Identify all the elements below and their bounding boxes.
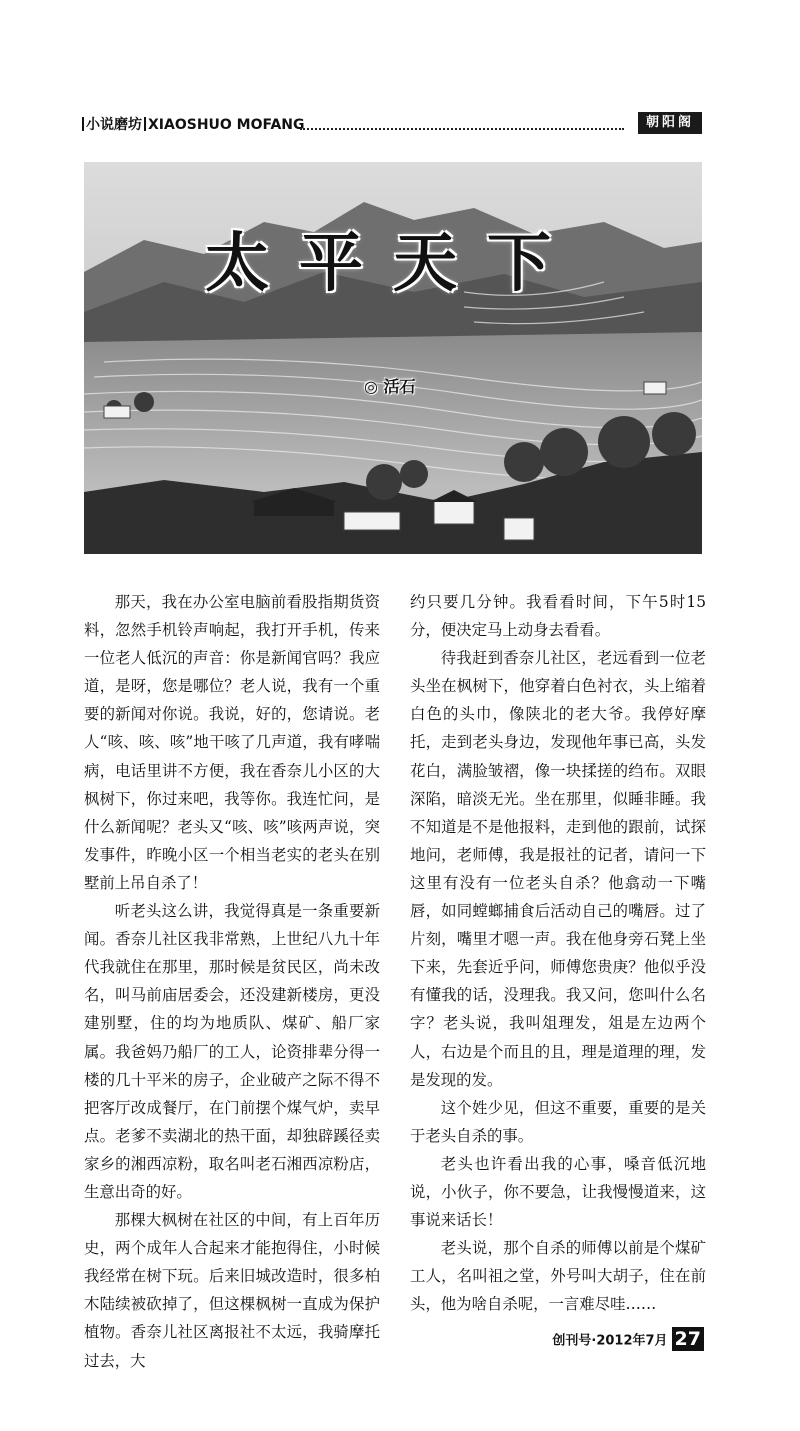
page-footer	[552, 1327, 704, 1351]
magazine-tag: 朝阳阁	[638, 112, 702, 134]
paragraph: 那棵大枫树在社区的中间，有上百年历史，两个成年人合起来才能抱得住，小时候我经常在树下玩。后来旧城改造时，很多柏木陆续被砍掉了，但这棵枫树一直成为保护植物。香奈儿社区离报社不太远，我骑摩托过去，大	[84, 1211, 380, 1370]
issue-label: 创刊号·2012年7月	[552, 1333, 668, 1349]
divider-bar	[82, 117, 84, 131]
running-header	[82, 112, 702, 136]
paragraph: 待我赶到香奈儿社区，老远看到一位老头坐在枫树下，他穿着白色衬衣，头上缩着白色的头巾，像陕北的老大爷。我停好摩托，走到老头身边，发现他年事已高，头发花白，满脸皱褶，像一块揉搓的绉布。双眼深陷，暗淡无光。坐在那里，似睡非睡。我不知道是不是他报料，走到他的跟前，试探地问，老师傅，我是报社的记者，请问一下这里有没有一位老头自杀？他翕动一下嘴唇，如同螳螂捕食后活动自己的嘴唇。过了片刻，嘴里才嗯一声。我在他身旁石凳上坐下来，先套近乎问，师傅您贵庚？他似乎没有懂我的话，没理我。我又问，您叫什么名字？老头说，我叫俎理发，俎是左边两个人，右边是个而且的且，理是道理的理，发是发现的发。	[410, 649, 706, 1089]
dotted-leader	[300, 128, 624, 130]
column-name: 小说磨坊	[86, 117, 142, 133]
story-author: ◎ 活石	[364, 377, 416, 396]
page-number: 27	[672, 1327, 704, 1351]
paragraph: 老头说，那个自杀的师傅以前是个煤矿工人，名叫祖之堂，外号叫大胡子，住在前头，他为啥自杀呢，一言难尽哇……	[410, 1239, 706, 1314]
body-column-right	[410, 588, 706, 1318]
paragraph: 老头也许看出我的心事，嗓音低沉地说，小伙子，你不要急，让我慢慢道来，这事说来话长！	[410, 1154, 706, 1230]
paragraph: 约只要几分钟。我看看时间，下午5时15分，便决定马上动身去看看。	[410, 593, 706, 640]
paragraph: 听老头这么讲，我觉得真是一条重要新闻。香奈儿社区我非常熟，上世纪八九十年代我就住在那里，那时候是贫民区，尚未改名，叫马前庙居委会，还没建新楼房，更没建别墅，住的均为地质队、煤矿、船厂家属。我爸妈乃船厂的工人，论资排辈分得一楼的几十平米的房子，企业破产之际不得不把客厅改成餐厅，在门前摆个煤气炉，卖早点。老爹不卖湖北的热干面，却独辟蹊径卖家乡的湘西凉粉，取名叫老石湘西凉粉店，生意出奇的好。	[84, 902, 380, 1201]
divider-bar	[144, 117, 146, 131]
column-pinyin: XIAOSHUO MOFANG	[148, 117, 305, 133]
paragraph: 这个姓少见，但这不重要，重要的是关于老头自杀的事。	[410, 1098, 706, 1145]
body-column-left	[84, 588, 380, 1375]
title-photo	[84, 162, 702, 554]
column-label	[82, 114, 305, 134]
paragraph: 那天，我在办公室电脑前看股指期货资料，忽然手机铃声响起，我打开手机，传来一位老人低沉的声音：你是新闻官吗？我应道，是呀，您是哪位？老人说，我有一个重要的新闻对你说。我说，好的，您请说。老人“咳、咳、咳”地干咳了几声道，我有哮喘病，电话里讲不方便，我在香奈儿小区的大枫树下，你过来吧，我等你。我连忙问，是什么新闻呢？老头又“咳、咳”咳两声说，突发事件，昨晚小区一个相当老实的老头在别墅前上吊自杀了！	[84, 593, 380, 892]
story-title: 太平天下	[205, 226, 581, 301]
